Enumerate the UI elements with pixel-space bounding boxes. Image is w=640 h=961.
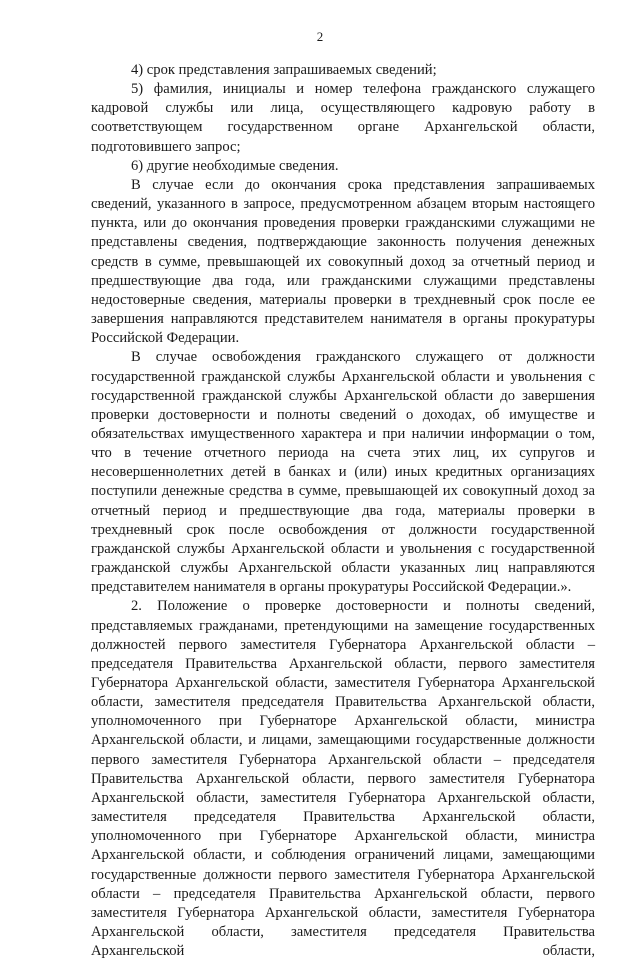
paragraph-section-2: 2. Положение о проверке достоверности и полноты сведений, представляемых гражданами, претендующими на замещение государственных должностей первого заместителя Губернатора Архангельской области – председателя Правительства Архангельской области, первого заместителя Губернатора Архангельской области, заместителя Губернатора Архангельской области, заместителя председателя Правительства Архангельской области, уполномоченного при Губернаторе Архангельской области, министра Архангельской области, и лицами, замещающими государственные должности первого заместителя Губернатора Архангельской области – председателя Правительства Архангельской области, первого заместителя Губернатора Архангельской области, заместителя Губернатора Архангельской области, заместителя председателя Правительства Архангельской области, уполномоченного при Губернаторе Архангельской области, министра Архангельской области, и соблюдения ограничений лицами, замещающими государственные должности первого заместителя Губернатора Архангельской области – председателя Правительства Архангельской области, первого заместителя Губернатора Архангельской области, заместителя Губернатора Архангельской области, заместителя председателя Правительства Архангельской области, bbox=[91, 598, 595, 960]
paragraph-item-6: 6) другие необходимые сведения. bbox=[131, 157, 339, 174]
document-body bbox=[91, 61, 595, 961]
paragraph-item-4: 4) срок представления запрашиваемых сведений; bbox=[131, 62, 437, 78]
paragraph-dismissal: В случае освобождения гражданского служащего от должности государственной гражданской службы Архангельской области и увольнения с государственной гражданской службы Архангельской области до завершения проверки достоверности и полноты сведений о доходах, об имуществе и обязательствах имущественного характера и при наличии информации о том, что в течение отчетного периода на счета этих лиц, их супругов и несовершеннолетних детей в банках и (или) иных кредитных организациях поступили денежные средства в сумме, превышающей их совокупный доход за отчетный период и предшествующие два года, материалы проверки в трехдневный срок после освобождения от должности государственной гражданской службы Архангельской области и увольнения с государственной гражданской службы Архангельской области указанных лиц направляются представителем нанимателя в органы прокуратуры Российской Федерации.». bbox=[91, 349, 595, 596]
paragraph-item-5: 5) фамилия, инициалы и номер телефона гражданского служащего кадровой службы или лица, осуществляющего кадровую работу в соответствующем государственном органе Архангельской области, подготовившего запрос; bbox=[91, 81, 595, 155]
page-number: 2 bbox=[316, 29, 324, 44]
paragraph-unreported-income: В случае если до окончания срока представления запрашиваемых сведений, указанного в запросе, предусмотренном абзацем вторым настоящего пункта, или до окончания проведения проверки гражданскими служащими не представлены сведения, подтверждающие законность получения денежных средств в сумме, превышающей их совокупный доход за отчетный период и предшествующие два года, или гражданскими служащими представлены недостоверные сведения, материалы проверки в трехдневный срок после ее завершения направляются представителем нанимателя в органы прокуратуры Российской Федерации. bbox=[91, 176, 595, 347]
